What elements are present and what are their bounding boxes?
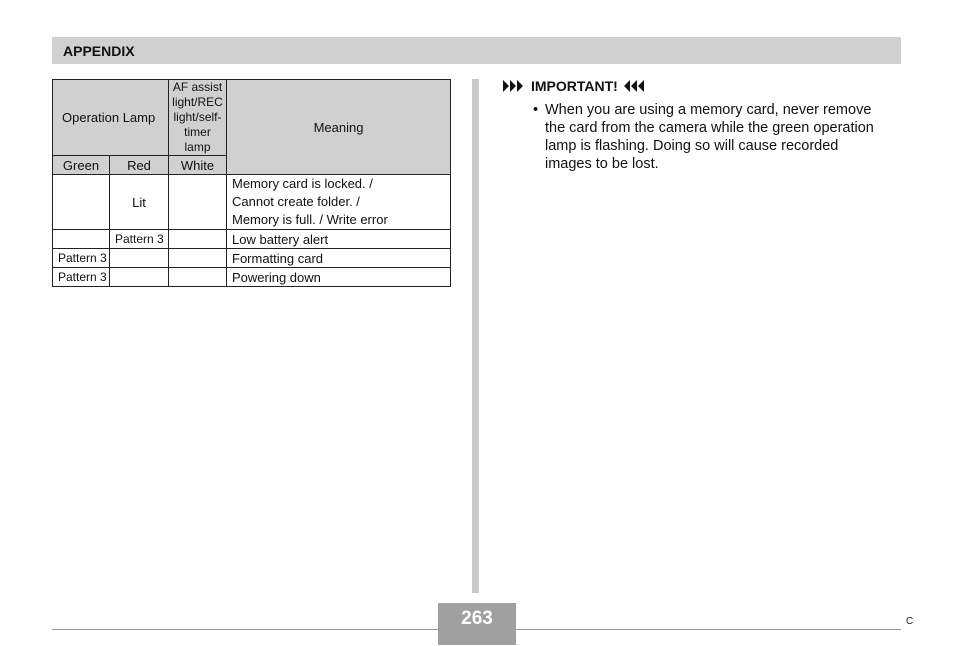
column-divider	[472, 79, 479, 593]
page-number: 263	[461, 608, 493, 629]
important-text: When you are using a memory card, never remove the card from the camera while the green operation lamp is flashing. Doing so will cause recorded images to be lost.	[545, 102, 874, 172]
cell-white	[169, 249, 227, 268]
table-row	[53, 268, 451, 287]
cell-green	[53, 175, 110, 230]
right-arrows-icon	[503, 80, 525, 92]
header-bar	[52, 37, 901, 64]
cell-white	[169, 268, 227, 287]
operation-lamp-table	[52, 79, 451, 287]
cell-red: Lit	[110, 175, 169, 230]
corner-mark: C	[906, 616, 914, 627]
table-row	[53, 249, 451, 268]
cell-white	[169, 175, 227, 230]
cell-meaning: Formatting card	[227, 249, 451, 268]
important-body	[533, 101, 893, 173]
table-row	[53, 230, 451, 249]
bullet-icon: •	[533, 102, 539, 118]
header-meaning: Meaning	[227, 80, 451, 175]
header-green: Green	[53, 156, 110, 175]
left-arrows-icon	[624, 80, 646, 92]
cell-meaning: Memory card is locked. / Cannot create folder. / Memory is full. / Write error	[227, 175, 451, 230]
important-title: IMPORTANT!	[531, 78, 618, 94]
important-heading	[503, 78, 646, 94]
cell-green: Pattern 3	[53, 268, 110, 287]
section-title: APPENDIX	[63, 43, 135, 59]
header-operation-lamp: Operation Lamp	[53, 80, 169, 156]
cell-green	[53, 230, 110, 249]
cell-meaning: Powering down	[227, 268, 451, 287]
cell-white	[169, 230, 227, 249]
header-red: Red	[110, 156, 169, 175]
table-row	[53, 175, 451, 230]
page-number-box	[438, 603, 516, 645]
cell-meaning: Low battery alert	[227, 230, 451, 249]
cell-red	[110, 268, 169, 287]
header-white: White	[169, 156, 227, 175]
cell-red	[110, 249, 169, 268]
cell-green: Pattern 3	[53, 249, 110, 268]
cell-red: Pattern 3	[110, 230, 169, 249]
header-af-assist: AF assist light/REC light/self- timer lamp	[169, 80, 227, 156]
